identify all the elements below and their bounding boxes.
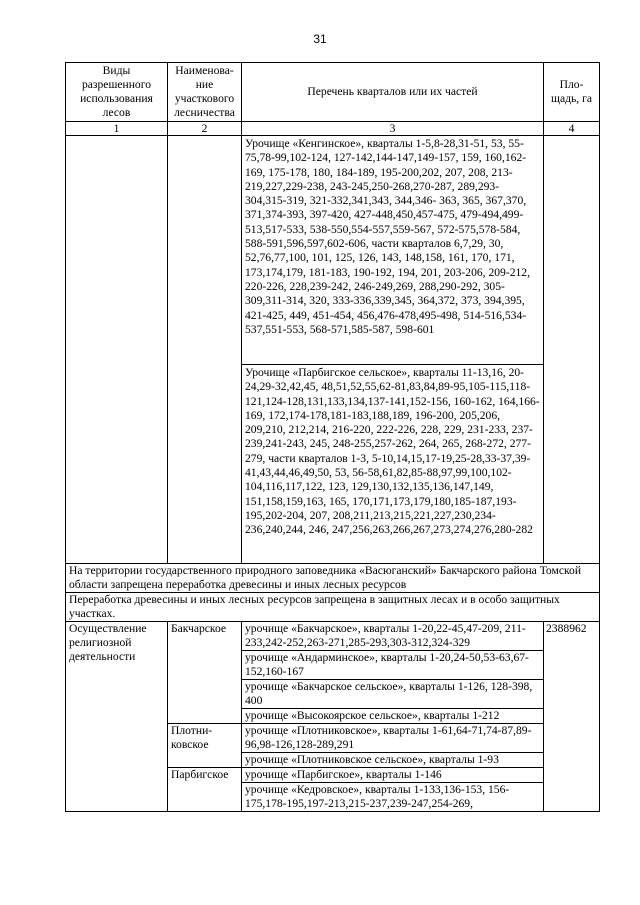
forestry-bakchar: Бакчарское [168,622,242,724]
column-number: 3 [242,122,544,136]
header-area: Пло-щадь, га [544,63,600,122]
quarters-item: урочище «Андарминское», кварталы 1-20,24-50,53-63,67-152,160-167 [242,651,544,680]
quarters-item: урочище «Бакчарское», кварталы 1-20,22-45,47-209, 211-233,242-252,263-271,285-293,303-312,324-329 [242,622,544,651]
header-forestry: Наименова-ние участкового лесничества [168,63,242,122]
quarters-item: урочище «Парбигское», кварталы 1-146 [242,768,544,783]
quarters-item: урочище «Кедровское», кварталы 1-133,136-153, 156-175,178-195,197-213,215-237,239-247,254-269, [242,783,544,812]
forest-use-table [65,62,600,812]
table-row [66,564,600,593]
table-header-row [66,63,600,122]
table-row [66,136,600,365]
note-reserve: На территории государственного природного заповедника «Васюганский» Бакчарского района Томской области запрещена переработка древесины и иных лесных ресурсов [66,564,600,593]
empty-cell [66,136,168,564]
column-number-row [66,122,600,136]
use-type-religious: Осуществление религиозной деятельности [66,622,168,812]
quarters-item: урочище «Плотниковское сельское», кварталы 1-93 [242,753,544,768]
table-row [66,622,600,651]
quarters-item: урочище «Высокоярское сельское», кварталы 1-212 [242,709,544,724]
area-value: 2388962 [544,622,600,812]
quarters-parbig-rural: Урочище «Парбигское сельское», кварталы 11-13,16, 20-24,29-32,42,45, 48,51,52,55,62-81,83,84,89-95,105-115,118-121,124-128,131,133,134,137-141,152-156, 160-162, 164,166-169, 172,174-178,181-183,188,189, 196-200, 205,206, 209,210, 212,214, 216-220, 222-226, 228, 229, 231-233, 237-239,241-243, 245, 248-255,257-262, 264, 265, 268-272, 277-279, части кварталов 1-3, 5-10,14,15,17-19,25-28,33-37,39-41,43,44,46,49,50, 53, 56-58,61,82,85-88,97,99,100,102-104,116,117,122, 123, 129,130,132,135,136,147,149, 151,158,159,163, 165, 170,171,173,179,180,185-187,193-195,202-204, 207, 208,211,213,215,221,227,230,234-236,240,244, 246, 247,256,263,266,267,273,274,276,280-282 [242,365,544,564]
column-number: 4 [544,122,600,136]
empty-cell [544,136,600,564]
forestry-plotnikovo: Плотни-ковское [168,724,242,768]
page-number: 31 [313,32,327,46]
forestry-parbig: Парбигское [168,768,242,812]
empty-cell [168,136,242,564]
note-protective: Переработка древесины и иных лесных ресурсов запрещена в защитных лесах и в особо защитных участках. [66,593,600,622]
quarters-kenga: Урочище «Кенгинское», кварталы 1-5,8-28,31-51, 53, 55-75,78-99,102-124, 127-142,144-147,149-157, 159, 160,162-169, 175-178, 180, 184-189, 195-200,202, 207, 208, 213-219,227,229-238, 243-245,250-268,270-287, 289,293-304,315-319, 321-332,341,343, 344,346- 363, 365, 367,370, 371,374-393, 397-420, 427-448,450,457-475, 479-494,499-513,517-533, 538-550,554-557,559-567, 572-575,578-584, 588-591,596,597,602-606, части кварталов 6,7,29, 30, 52,76,77,100, 101, 125, 126, 143, 148,158, 161, 170, 171, 173,174,179, 181-183, 190-192, 194, 201, 203-206, 209-212, 220-226, 228,239-242, 246-249,269, 288,290-292, 305-309,311-314, 320, 333-336,339,345, 364,372, 373, 394,395, 421-425, 449, 451-454, 456,476-478,495-498, 514-516,534-537,551-553, 568-571,585-587, 598-601 [242,136,544,365]
header-quarters: Перечень кварталов или их частей [242,63,544,122]
column-number: 2 [168,122,242,136]
quarters-item: урочище «Бакчарское сельское», кварталы 1-126, 128-398, 400 [242,680,544,709]
quarters-item: урочище «Плотниковское», кварталы 1-61,64-71,74-87,89-96,98-126,128-289,291 [242,724,544,753]
column-number: 1 [66,122,168,136]
table-row [66,593,600,622]
header-use-type: Виды разрешенного использования лесов [66,63,168,122]
